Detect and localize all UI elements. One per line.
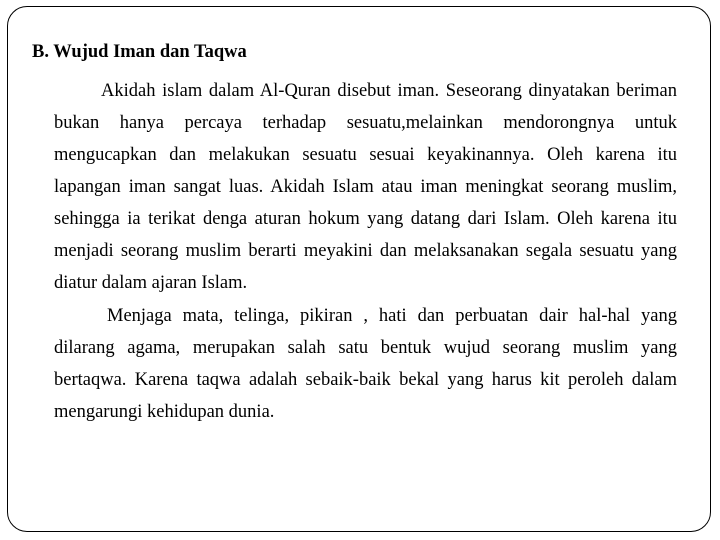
paragraph-iman: Akidah islam dalam Al-Quran disebut iman. Seseorang dinyatakan beriman bukan hanya percaya terhadap sesuatu,melainkan mendorongnya untuk mengucapkan dan melakukan sesuatu sesuai keyakinannya. Oleh karena itu lapangan iman sangat luas. Akidah Islam atau iman meningkat seorang muslim, sehingga ia terikat denga aturan hokum yang datang dari Islam. Oleh karena itu menjadi seorang muslim berarti meyakini dan melaksanakan segala sesuatu yang diatur dalam ajaran Islam. — [54, 81, 677, 293]
slide-title: B. Wujud Iman dan Taqwa — [32, 42, 247, 62]
paragraph-taqwa: Menjaga mata, telinga, pikiran , hati dan perbuatan dair hal-hal yang dilarang agama, merupakan salah satu bentuk wujud seorang muslim yang bertaqwa. Karena taqwa adalah sebaik-baik bekal yang harus kit peroleh dalam mengarungi kehidupan dunia. — [54, 306, 677, 422]
